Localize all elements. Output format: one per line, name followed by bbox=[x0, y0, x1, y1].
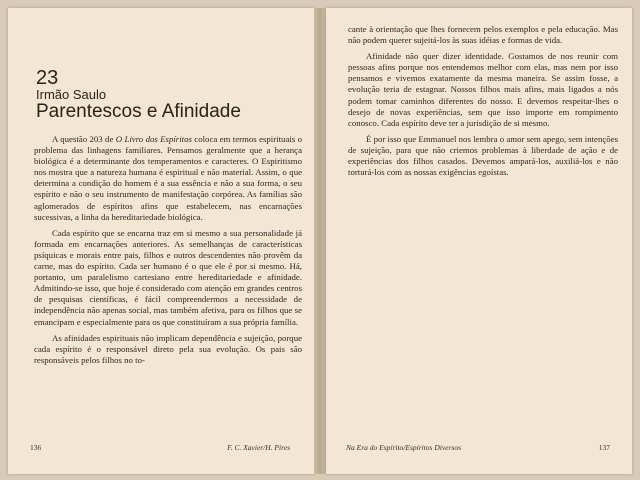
page-number-right: 137 bbox=[598, 443, 610, 452]
chapter-author: Irmão Saulo bbox=[36, 87, 107, 102]
paragraph-1-start: A questão 203 de bbox=[52, 134, 116, 144]
book-title: O Livro dos Espíritos bbox=[115, 134, 192, 144]
paragraph-4: Afinidade não quer dizer identidade. Gostamos de nos reunir com pessoas afins porque nos entendemos melhor com elas, mas nem por isso pensamos e vivemos exatamente da mesma maneira. Se assim fosse, a evolução teria de estagnar. Nossos filhos mais afins, mais ligados a nós podem tomar caminhos diferentes do nosso. E devemos respeitar-lhes o desejo de novas experiências, sem que isso importe em rompimento conosco. Cada espírito deve ter a jurisdição de si mesmo. bbox=[348, 51, 618, 128]
right-page bbox=[326, 8, 632, 474]
chapter-title: Parentescos e Afinidade bbox=[36, 101, 241, 122]
left-page bbox=[8, 8, 314, 474]
paragraph-continued: cante à orientação que lhes fornecem pelos exemplos e pela educação. Mas não podem querer sujeitá-los às suas idéias e formas de vida. bbox=[348, 24, 618, 46]
book-gutter bbox=[314, 8, 326, 474]
paragraph-1-rest: coloca em termos espirituais o problema das linhagens familiares. Pensamos geralmente que a herança biológica é a determinante dos temperamentos e caracteres. O Espiritismo nos mostra que a natureza humana é espiritual e não material. Assim, o que determina a condição do homem é a sua essência e não a sua forma, o seu espírito e não o seu instrumento de manifestação corpórea. As famílias são aglomerados de espíritos afins que estabelecem, nas encarnações sucessivas, a linha da hereditariedade biológica. bbox=[34, 134, 302, 222]
page-number-left: 136 bbox=[30, 443, 42, 452]
paragraph-3: As afinidades espirituais não implicam dependência e sujeição, porque cada espírito é o responsável direto pela sua evolução. Os pais são responsáveis pelos filhos no to- bbox=[34, 332, 302, 365]
left-body-text bbox=[34, 134, 302, 371]
paragraph-5: É por isso que Emmanuel nos lembra o amor sem apego, sem intenções de sujeição, para que não criemos problemas à liberdade de ação e de experiências dos filhos casados. Devemos ampará-los, auxiliá-los e não torturá-los com as nossas exigências egoístas. bbox=[348, 133, 618, 178]
chapter-number: 23 bbox=[36, 67, 59, 89]
right-body-text bbox=[348, 24, 618, 183]
running-footer-right: Na Era do Espírito/Espíritos Diversos bbox=[346, 443, 462, 452]
running-footer-left: F. C. Xavier/H. Pires bbox=[227, 443, 290, 452]
paragraph-1 bbox=[34, 134, 302, 223]
paragraph-2: Cada espírito que se encarna traz em si mesmo a sua personalidade já formada em encarnações anteriores. As semelhanças de características psíquicas e morais entre pais, filhos e outros descendentes não provêm da carne, mas do espírito. Cada ser humano é o que ele é por si mesmo. Há, portanto, um paralelismo cartesiano entre hereditariedade e afinidade. Admitindo-se isso, que hoje é considerado com atenção em grandes centros de pesquisas científicas, é fácil compreendermos a necessidade de independência não apenas social, mas também afetiva, para os filhos que se emancipam e especialmente para os que constituíram a sua própria família. bbox=[34, 227, 302, 327]
